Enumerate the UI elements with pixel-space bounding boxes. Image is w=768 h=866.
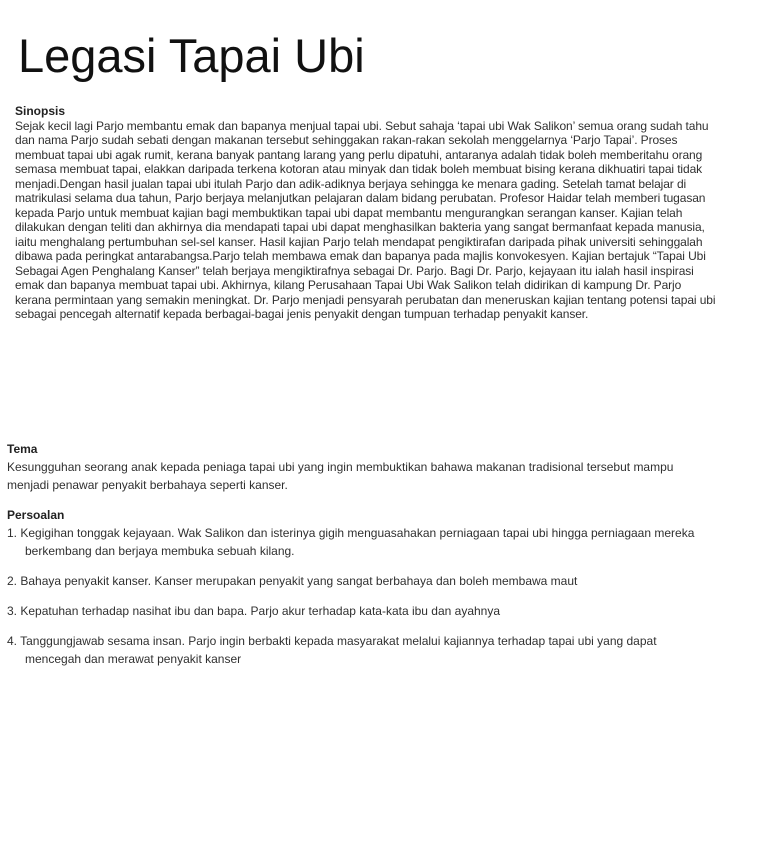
persoalan-heading: Persoalan — [7, 508, 65, 522]
persoalan-item: 1. Kegigihan tonggak kejayaan. Wak Salikon dan isterinya gigih menguasahakan perniagaan tapai ubi hingga perniagaan mereka berkembang dan berjaya membuka sebuah kilang. — [7, 526, 695, 558]
persoalan-item: 3. Kepatuhan terhadap nasihat ibu dan bapa. Parjo akur terhadap kata-kata ibu dan ayahnya — [7, 604, 501, 618]
persoalan-item: 4. Tanggungjawab sesama insan. Parjo ingin berbakti kepada masyarakat melalui kajiannya terhadap tapai ubi yang dapat mencegah dan merawat penyakit kanser — [7, 634, 657, 666]
sinopsis-section — [15, 104, 720, 322]
persoalan-item: 2. Bahaya penyakit kanser. Kanser merupakan penyakit yang sangat berbahaya dan boleh membawa maut — [7, 574, 578, 588]
tema-heading: Tema — [7, 442, 38, 456]
tema-text: Kesungguhan seorang anak kepada peniaga tapai ubi yang ingin membuktikan bahawa makanan tradisional tersebut mampu menjadi penawar penyakit berbahaya seperti kanser. — [7, 460, 674, 492]
sinopsis-heading: Sinopsis — [15, 104, 66, 118]
persoalan-list — [7, 524, 707, 668]
page-title: Legasi Tapai Ubi — [18, 29, 365, 82]
sinopsis-text: Sejak kecil lagi Parjo membantu emak dan bapanya menjual tapai ubi. Sebut sahaja ‘tapai ubi Wak Salikon’ semua orang sudah tahu dan nama Parjo sudah sebati dengan makanan tersebut sehinggakan rakan-rakan sekolah menggelarnya ‘Parjo Tapai’. Proses membuat tapai ubi agak rumit, kerana banyak pantang larang yang perlu dipatuhi, antaranya adalah tidak boleh memberitahu orang semasa membuat tapai, elakkan daripada terkena kotoran atau minyak dan tidak boleh membuat bising kerana dikhuatiri tapai tidak menjadi.Dengan hasil jualan tapai ubi itulah Parjo dan adik-adiknya berjaya sehingga ke menara gading. Setelah tamat belajar di matrikulasi selama dua tahun, Parjo berjaya melanjutkan pelajaran dalam bidang perubatan. Profesor Haidar telah memberi tugasan kepada Parjo untuk membuat kajian bagi membuktikan tapai ubi dapat membantu mengurangkan serangan kanser. Kajian telah dilakukan dengan teliti dan akhirnya dia mendapati tapai ubi dapat menghasilkan bakteria yang sangat bermanfaat kepada manusia, iaitu menghalang pertumbuhan sel-sel kanser. Hasil kajian Parjo telah mendapat pengiktirafan daripada pihak universiti sehinggalah dibawa pada peringkat antarabangsa.Parjo telah membawa emak dan bapanya pada majlis konvokesyen. Kajian bertajuk “Tapai Ubi Sebagai Agen Penghalang Kanser” telah berjaya mengiktirafnya sebagai Dr. Parjo. Bagi Dr. Parjo, kejayaan itu ialah hasil inspirasi emak dan bapanya membuat tapai ubi. Akhirnya, kilang Perusahaan Tapai Ubi Wak Salikon telah didirikan di kampung Dr. Parjo kerana permintaan yang semakin meningkat. Dr. Parjo menjadi pensyarah perubatan dan meneruskan kajian tentang potensi tapai ubi sebagai pencegah alternatif kepada berbagai-bagai jenis penyakit dengan tumpuan terhadap penyakit kanser. — [15, 118, 716, 321]
notes-section — [7, 440, 707, 680]
